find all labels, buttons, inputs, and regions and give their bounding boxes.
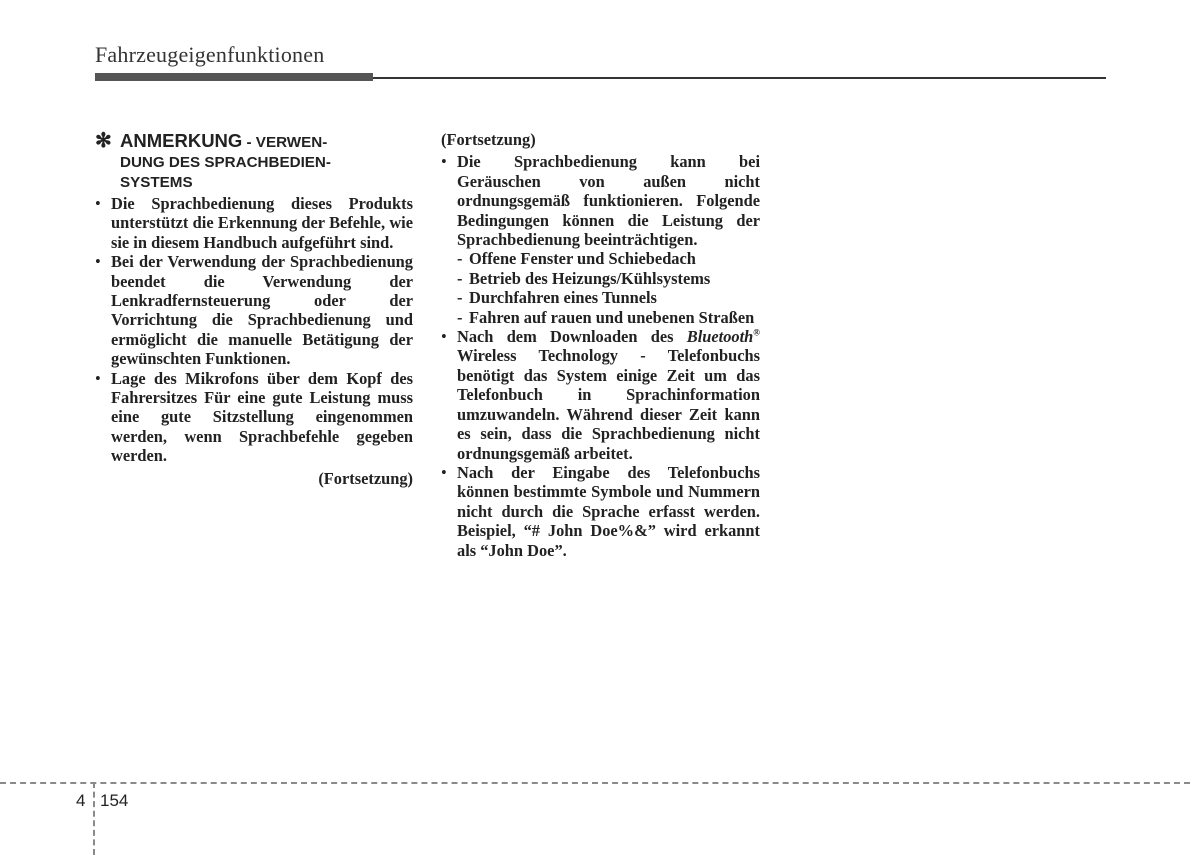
header-rule-accent <box>95 73 373 81</box>
condition-item: - Fahren auf rauen und unebenen Straßen <box>441 308 760 327</box>
list-item: • Nach der Eingabe des Telefonbuchs können bestimmte Symbole und Nummern nicht durch die Sprache erfasst werden. Beispiel, “# John Doe%&” wird erkannt als “John Doe”. <box>441 463 760 560</box>
left-column <box>95 130 413 488</box>
condition-item: - Betrieb des Heizungs/Kühlsystems <box>441 269 760 288</box>
list-item: • Lage des Mikrofons über dem Kopf des Fahrersitzes Für eine gute Leistung muss eine gute Sitzstellung eingenommen werden, wenn Sprachbefehle gegeben werden. <box>95 369 413 466</box>
note-word: ANMERKUNG <box>120 130 243 151</box>
footer-divider-vertical <box>93 782 95 855</box>
list-item <box>441 327 760 463</box>
registered-mark: ® <box>753 327 760 338</box>
list-item-text: Wireless Technology - Telefonbuchs benötigt das System einige Zeit um das Telefonbuch in Sprachinformation umzuwandeln. Während dieser Zeit kann es sein, dass die Sprachbedienung nicht ordnungsgemäß arbeitet. <box>457 346 760 463</box>
note-heading <box>95 130 413 193</box>
list-item: • Die Sprachbedienung dieses Produkts unterstützt die Erkennung der Befehle, wie sie in diesem Handbuch aufgeführt sind. <box>95 194 413 252</box>
continued-label: (Fortsetzung) <box>441 130 536 149</box>
note-asterisk-icon: ✻ <box>95 130 112 152</box>
right-column <box>441 130 760 560</box>
condition-item: - Durchfahren eines Tunnels <box>441 288 760 307</box>
list-item-text: Nach dem Downloaden des <box>457 327 687 347</box>
bluetooth-brand: Bluetooth <box>686 327 754 347</box>
note-title-line3: SYSTEMS <box>120 174 193 191</box>
continued-label: (Fortsetzung) <box>318 468 413 488</box>
footer-divider <box>0 782 1190 784</box>
note-title-line1: - VERWEN- <box>242 134 328 151</box>
condition-item: - Offene Fenster und Schiebedach <box>441 249 760 268</box>
chapter-number: 4 <box>76 791 86 810</box>
page-number: 154 <box>100 791 129 810</box>
section-title: Fahrzeugeigenfunktionen <box>95 42 325 67</box>
list-item: • Die Sprachbedienung kann bei Geräuschen von außen nicht ordnungsgemäß funktionieren. Folgende Bedingungen können die Leistung der Sprachbedienung beeinträchtigen. <box>441 152 760 249</box>
note-title-line2: DUNG DES SPRACHBEDIEN- <box>120 154 331 171</box>
list-item: • Bei der Verwendung der Sprachbedienung beendet die Verwendung der Lenkradfernsteuerung oder der Vorrichtung die Sprachbedienung und ermöglicht die manuelle Betätigung der gewünschten Funktionen. <box>95 252 413 368</box>
